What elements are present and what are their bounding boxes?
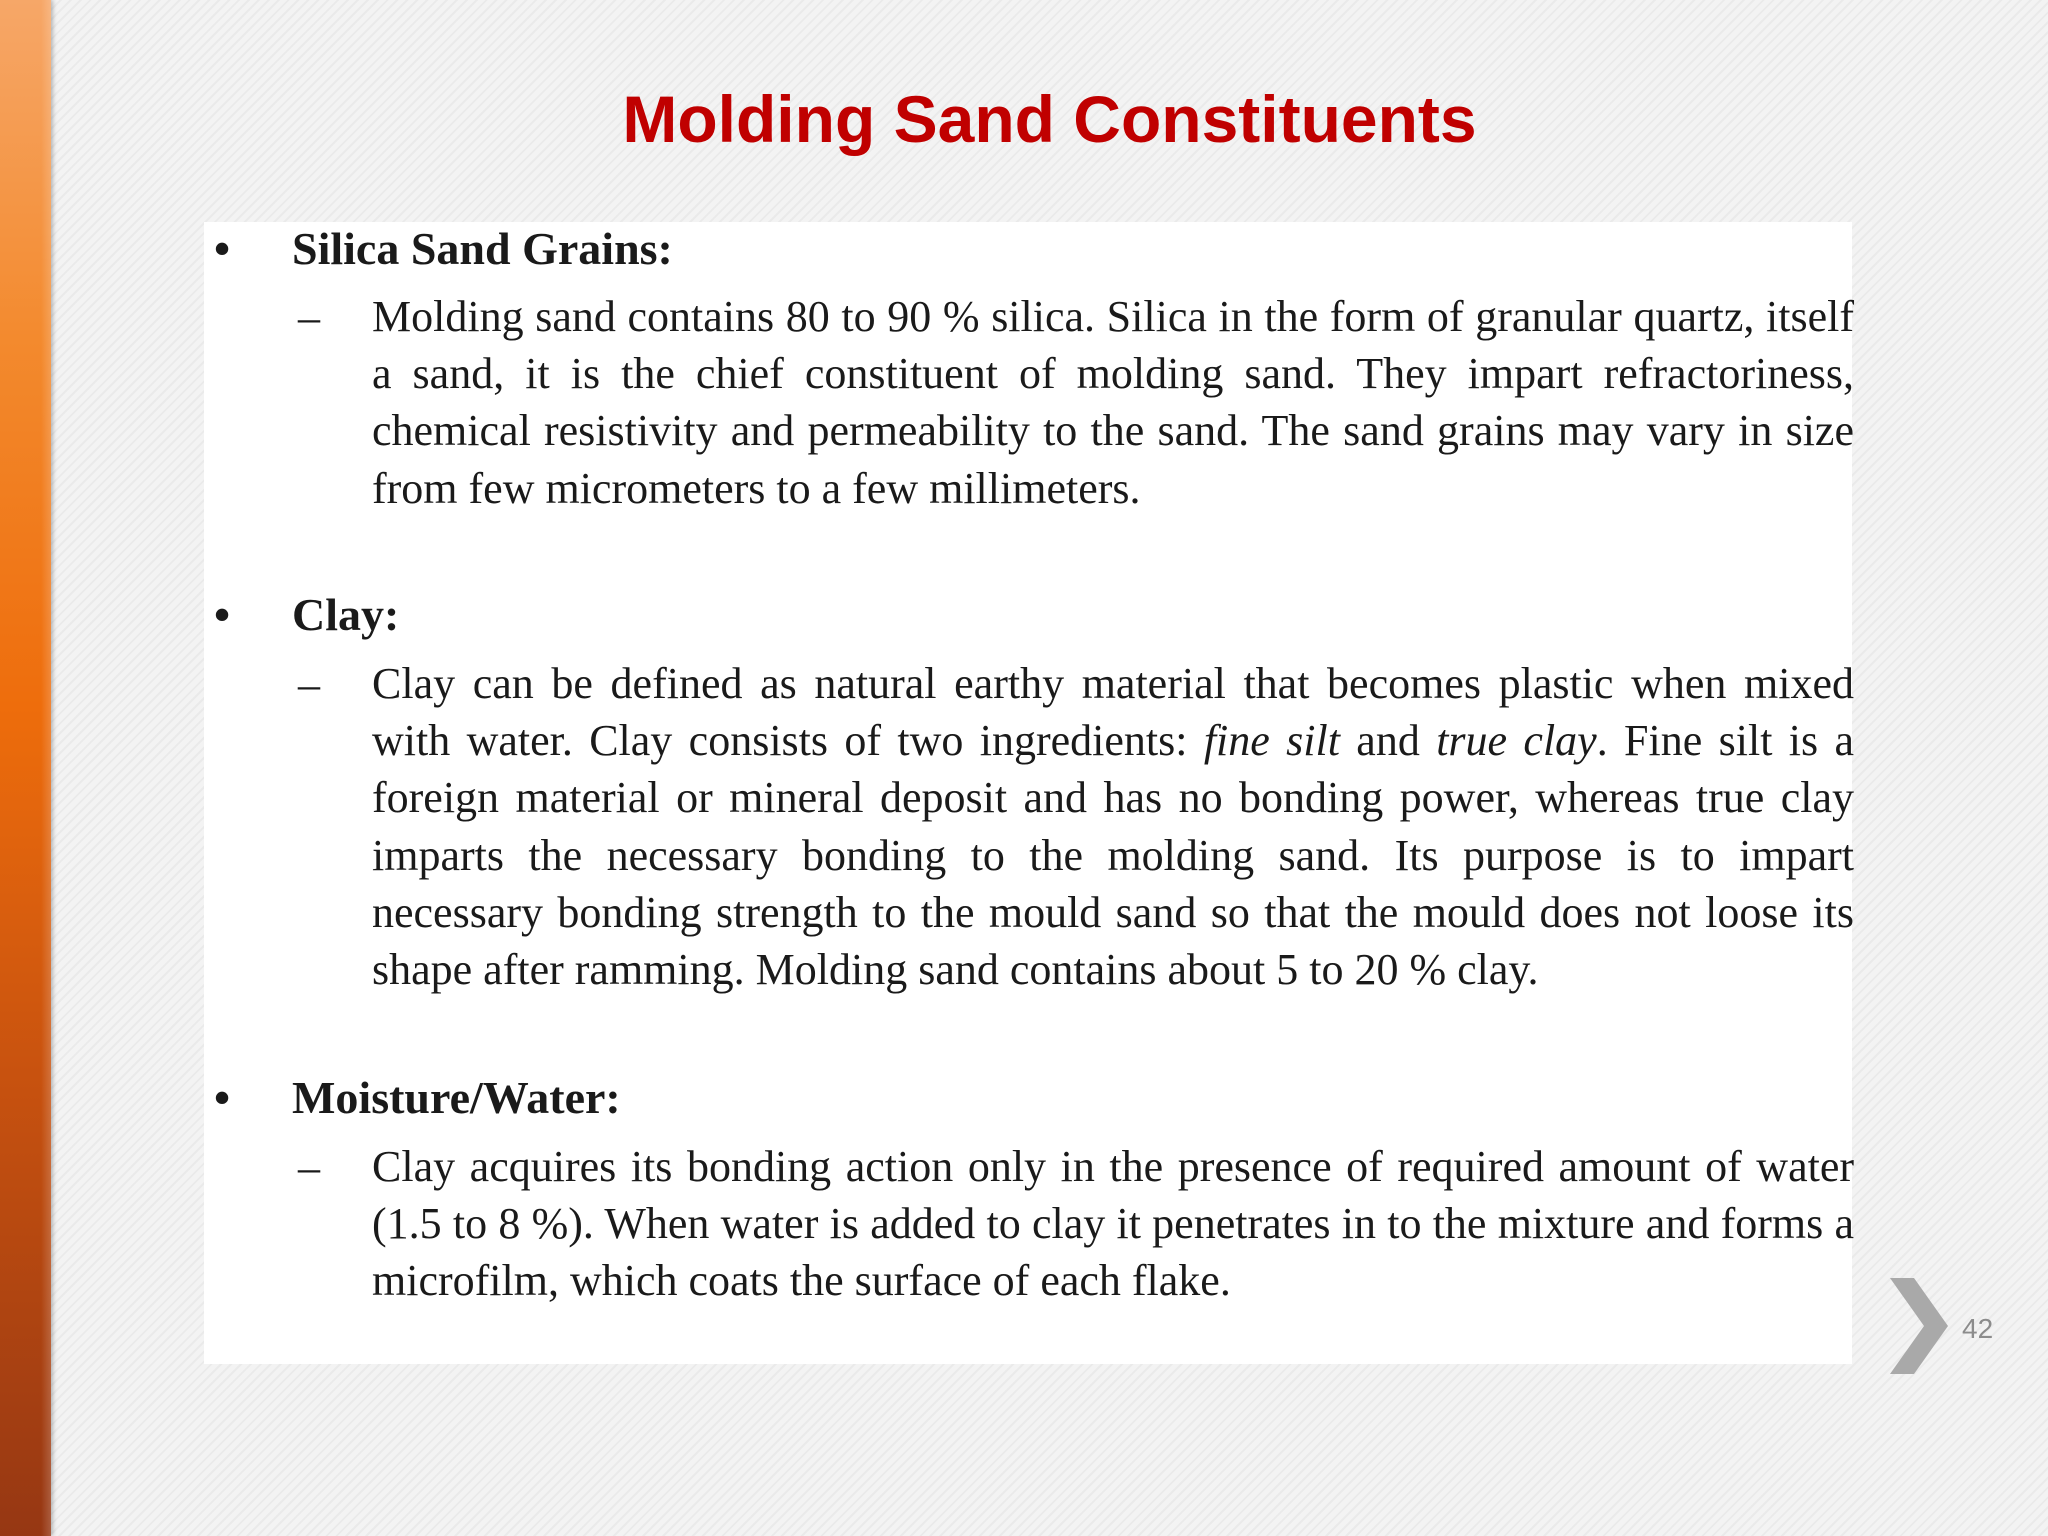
clay-text-part: and: [1339, 716, 1437, 766]
clay-text-part: . Fine silt is a foreign material or mineral deposit and has no bonding power, whereas true clay imparts the necessary bonding to the molding sand. Its purpose is to impart necessary bonding strength to the mould sand so that the mould does not loose its shape after ramming. Molding sand contains about 5 to 20 % clay.: [372, 716, 1855, 995]
section-heading-silica: Silica Sand Grains:: [292, 223, 673, 274]
dash-icon: –: [298, 660, 320, 709]
section-text-moisture: Clay acquires its bonding action only in the presence of required amount of water (1.5 to 8 %). When water is added to clay it penetrates in to the mixture and forms a microfilm, which coats the surface of each flake.: [372, 1142, 1854, 1306]
clay-italic-fine-silt: fine silt: [1203, 716, 1340, 766]
decorative-side-bar: [0, 0, 51, 1536]
bullet-icon: •: [214, 223, 231, 274]
chevron-right-icon[interactable]: [1888, 1276, 1950, 1376]
section-text-clay: [372, 655, 1854, 998]
clay-text-part: Clay can be defined as natural earthy material that becomes plastic when mixed with water. Clay consists of two ingredients:: [372, 659, 1854, 766]
slide-title: Molding Sand Constituents: [622, 82, 1477, 156]
dash-icon: –: [298, 1143, 320, 1192]
section-heading-clay: Clay:: [292, 589, 400, 640]
bullet-icon: •: [214, 1072, 231, 1123]
section-text-silica: Molding sand contains 80 to 90 % silica. Silica in the form of granular quartz, itself a sand, it is the chief constituent of molding sand. They impart refractoriness, chemical resistivity and permeability to the sand. The sand grains may vary in size from few micrometers to a few millimeters.: [372, 292, 1854, 513]
section-heading-moisture: Moisture/Water:: [292, 1072, 621, 1123]
bullet-icon: •: [214, 589, 231, 640]
clay-italic-true-clay: true clay: [1436, 716, 1597, 766]
page-number: 42: [1962, 1313, 1994, 1344]
dash-icon: –: [298, 293, 320, 342]
content-text-image: [204, 222, 1855, 1364]
